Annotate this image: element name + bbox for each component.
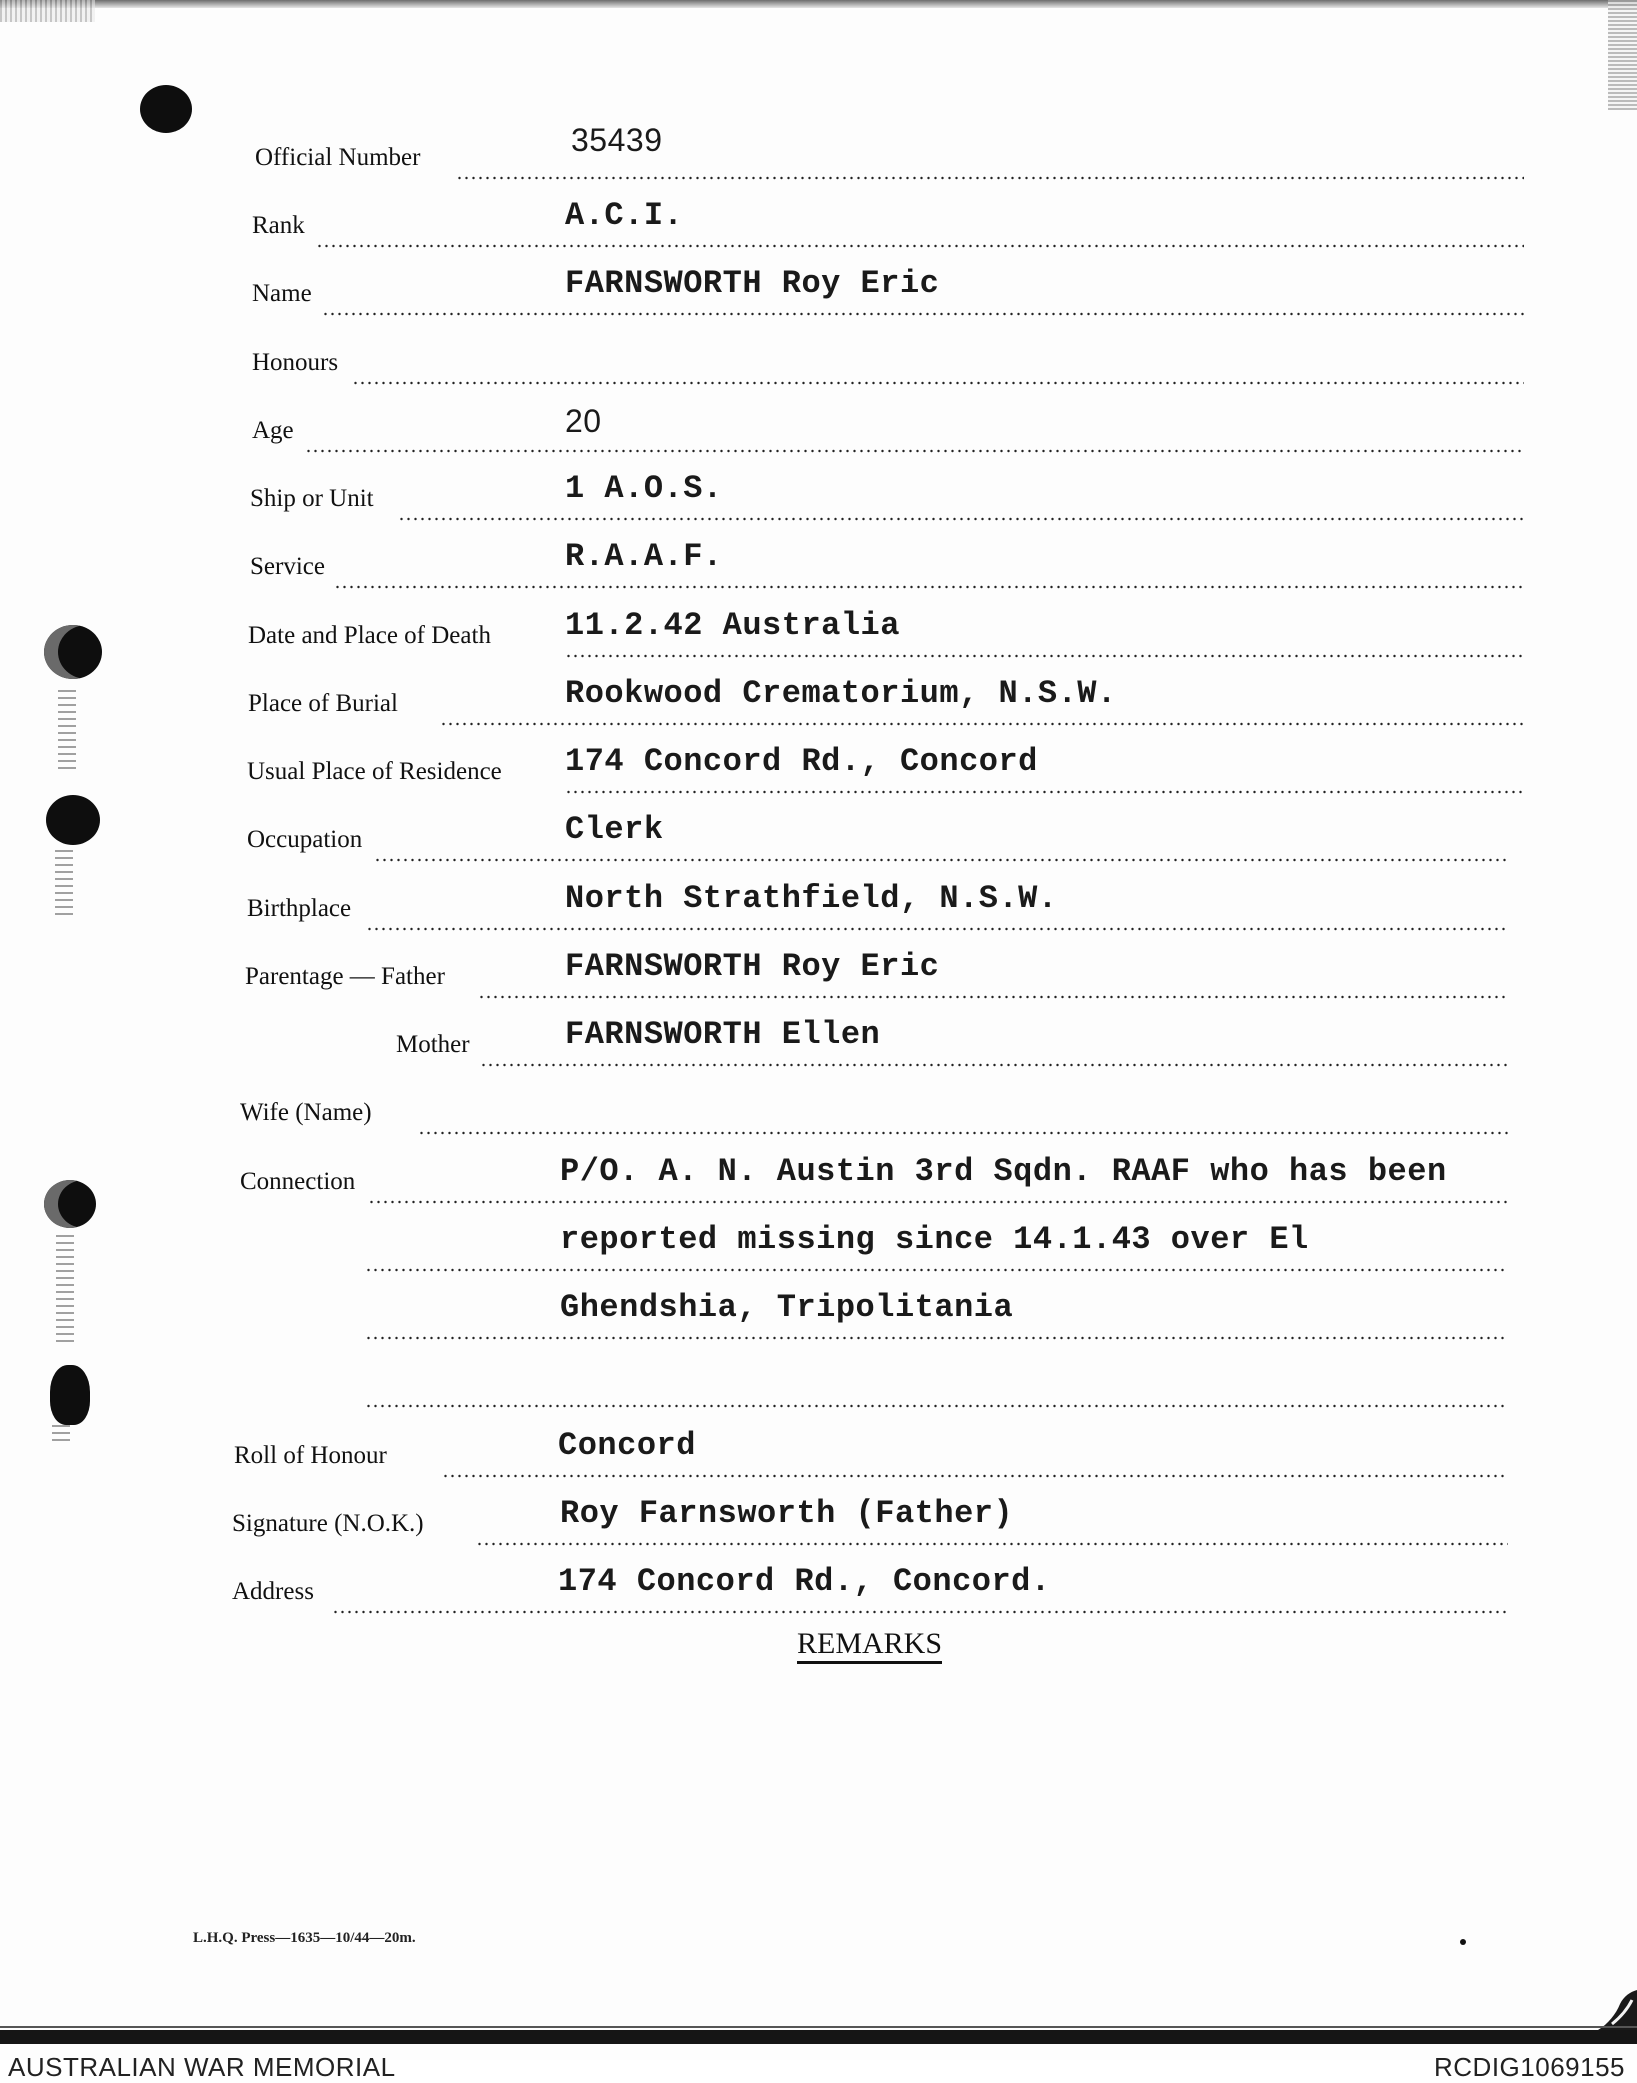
scan-top-edge xyxy=(0,0,1637,8)
field-value: FARNSWORTH Roy Eric xyxy=(565,265,940,302)
scan-right-edge xyxy=(1608,0,1637,110)
field-mother xyxy=(0,1015,1637,1067)
printer-imprint: L.H.Q. Press—1635—10/44—20m. xyxy=(193,1930,416,1946)
field-label: Age xyxy=(252,417,294,444)
dotted-rule xyxy=(334,585,1524,589)
dotted-rule xyxy=(418,1131,1508,1135)
field-label: Signature (N.O.K.) xyxy=(232,1510,424,1537)
field-value: 174 Concord Rd., Concord xyxy=(565,743,1038,780)
dotted-rule xyxy=(456,176,1524,180)
remarks-heading: REMARKS xyxy=(797,1627,942,1664)
field-address xyxy=(0,1562,1637,1614)
field-label: Official Number xyxy=(255,144,421,171)
scan-bottom-line xyxy=(0,2026,1637,2028)
field-rank xyxy=(0,196,1637,248)
field-label: Address xyxy=(232,1578,314,1605)
scan-smudge xyxy=(0,0,95,22)
field-official-number xyxy=(0,122,1637,180)
field-label: Rank xyxy=(252,212,305,239)
field-label: Occupation xyxy=(247,826,363,853)
field-label: Roll of Honour xyxy=(234,1442,387,1469)
dotted-rule xyxy=(476,1542,1508,1546)
field-age xyxy=(0,401,1637,453)
field-signature-nok xyxy=(0,1494,1637,1546)
field-usual-residence xyxy=(0,742,1637,794)
field-label: Date and Place of Death xyxy=(248,622,491,649)
field-value: FARNSWORTH Ellen xyxy=(565,1016,881,1053)
field-roll-of-honour xyxy=(0,1426,1637,1478)
field-connection xyxy=(0,1152,1637,1204)
field-value: FARNSWORTH Roy Eric xyxy=(565,948,940,985)
field-label: Connection xyxy=(240,1168,356,1195)
field-service xyxy=(0,537,1637,589)
field-father xyxy=(0,947,1637,999)
archive-reference: RCDIG1069155 xyxy=(1434,2052,1625,2082)
field-value: Roy Farnsworth (Father) xyxy=(560,1495,1014,1532)
field-value: R.A.A.F. xyxy=(565,538,723,575)
dotted-rule xyxy=(368,1200,1508,1204)
field-date-place-of-death xyxy=(0,606,1637,658)
field-value: Concord xyxy=(558,1427,696,1464)
field-value: Ghendshia, Tripolitania xyxy=(560,1289,1014,1326)
dotted-rule xyxy=(365,1336,1508,1340)
dotted-rule xyxy=(332,1610,1508,1614)
punch-hole xyxy=(140,85,192,133)
field-connection-line-2 xyxy=(0,1220,1637,1272)
dotted-rule xyxy=(478,995,1508,999)
field-label: Mother xyxy=(396,1031,470,1058)
field-connection-line-4 xyxy=(0,1356,1637,1408)
dotted-rule xyxy=(365,1404,1508,1408)
dotted-rule xyxy=(352,381,1524,385)
field-label: Usual Place of Residence xyxy=(247,758,502,785)
ink-dot xyxy=(1460,1939,1466,1945)
dotted-rule xyxy=(565,790,1524,794)
field-honours xyxy=(0,333,1637,385)
field-wife xyxy=(0,1083,1637,1135)
field-value: Clerk xyxy=(565,811,664,848)
field-birthplace xyxy=(0,879,1637,931)
field-name xyxy=(0,264,1637,316)
dotted-rule xyxy=(322,312,1524,316)
dotted-rule xyxy=(565,654,1524,658)
field-label: Name xyxy=(252,280,312,307)
field-value: North Strathfield, N.S.W. xyxy=(565,880,1058,917)
field-value: reported missing since 14.1.43 over El xyxy=(560,1221,1309,1258)
scan-bottom-edge xyxy=(0,2030,1637,2044)
field-value: Rookwood Crematorium, N.S.W. xyxy=(565,675,1117,712)
dotted-rule xyxy=(480,1063,1508,1067)
field-connection-line-3 xyxy=(0,1288,1637,1340)
field-label: Parentage — Father xyxy=(245,963,445,990)
field-value: P/O. A. N. Austin 3rd Sqdn. RAAF who has been xyxy=(560,1153,1447,1190)
dotted-rule xyxy=(365,1268,1508,1272)
field-value: 20 xyxy=(565,403,602,439)
field-label: Wife (Name) xyxy=(240,1099,372,1126)
field-label: Honours xyxy=(252,349,339,376)
dotted-rule xyxy=(442,1474,1508,1478)
field-place-of-burial xyxy=(0,674,1637,726)
dotted-rule xyxy=(305,449,1524,453)
field-value: 35439 xyxy=(571,122,663,158)
dotted-rule xyxy=(366,927,1508,931)
dotted-rule xyxy=(398,517,1524,521)
dotted-rule xyxy=(316,244,1524,248)
field-ship-or-unit xyxy=(0,469,1637,521)
archive-credit: AUSTRALIAN WAR MEMORIAL xyxy=(8,2052,396,2082)
torn-corner xyxy=(1598,1990,1637,2030)
dotted-rule xyxy=(440,722,1524,726)
field-label: Service xyxy=(250,553,325,580)
field-value: A.C.I. xyxy=(565,197,684,234)
field-label: Birthplace xyxy=(247,895,352,922)
field-occupation xyxy=(0,810,1637,862)
field-value: 11.2.42 Australia xyxy=(565,607,900,644)
field-value: 174 Concord Rd., Concord. xyxy=(558,1563,1051,1600)
field-label: Place of Burial xyxy=(248,690,398,717)
field-label: Ship or Unit xyxy=(250,485,374,512)
dotted-rule xyxy=(374,858,1508,862)
field-value: 1 A.O.S. xyxy=(565,470,723,507)
